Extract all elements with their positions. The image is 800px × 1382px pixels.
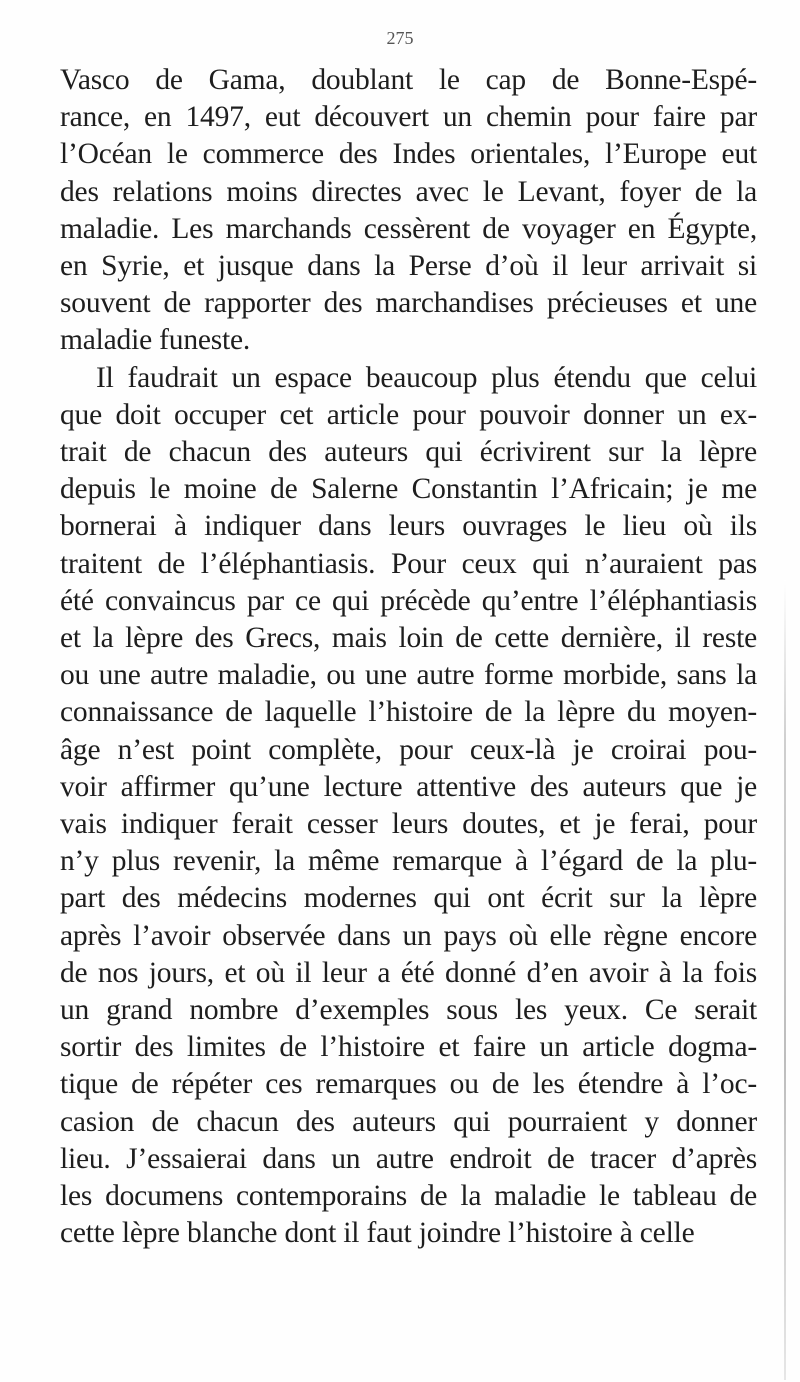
text-line: ou une autre maladie, ou une autre forme morbide, sans la — [60, 659, 757, 692]
text-line: les documens contemporains de la maladie le tableau de — [60, 1180, 757, 1213]
text-line: rance, en 1497, eut découvert un chemin pour faire par — [60, 101, 757, 134]
text-line: Vasco de Gama, doublant le cap de Bonne-Espé- — [60, 64, 757, 96]
text-line: part des médecins modernes qui ont écrit sur la lèpre — [60, 882, 757, 915]
text-line: été convaincus par ce qui précède qu’entre l’éléphantiasis — [60, 584, 757, 617]
page-number: 275 — [386, 28, 414, 48]
text-line: de nos jours, et où il leur a été donné d’en avoir à la fois — [60, 956, 757, 989]
text-line: sortir des limites de l’histoire et faire un article dogma- — [60, 1031, 757, 1064]
text-line: traitent de l’éléphantiasis. Pour ceux qui n’auraient pas — [60, 547, 757, 580]
text-line: Il faudrait un espace beaucoup plus étendu que celui — [96, 361, 757, 394]
text-line: en Syrie, et jusque dans la Perse d’où il leur arrivait si — [60, 250, 757, 283]
paragraph-2 — [60, 360, 757, 1253]
text-line: maladie. Les marchands cessèrent de voyager en Égypte, — [60, 212, 757, 245]
text-line: casion de chacun des auteurs qui pourraient y donner — [60, 1105, 757, 1138]
paragraph-1 — [60, 62, 757, 360]
text-line: n’y plus revenir, la même remarque à l’égard de la plu- — [60, 845, 757, 878]
text-line: tique de répéter ces remarques ou de les étendre à l’oc- — [60, 1068, 757, 1101]
text-line: âge n’est point complète, pour ceux-là je croirai pou- — [60, 733, 757, 766]
text-line: bornerai à indiquer dans leurs ouvrages le lieu où ils — [60, 510, 757, 543]
text-line: trait de chacun des auteurs qui écrivirent sur la lèpre — [60, 436, 757, 469]
text-line: vais indiquer ferait cesser leurs doutes, et je ferai, pour — [60, 808, 757, 841]
text-line: cette lèpre blanche dont il faut joindre l’histoire à celle — [60, 1217, 695, 1250]
page-edge-shadow — [784, 580, 786, 1380]
text-line: souvent de rapporter des marchandises précieuses et une — [60, 287, 757, 320]
text-line: depuis le moine de Salerne Constantin l’Africain; je me — [60, 473, 757, 506]
text-line: que doit occuper cet article pour pouvoir donner un ex- — [60, 398, 757, 431]
text-line: connaissance de laquelle l’histoire de la lèpre du moyen- — [60, 696, 757, 729]
text-line: des relations moins directes avec le Levant, foyer de la — [60, 175, 757, 208]
text-line: lieu. J’essaierai dans un autre endroit de tracer d’après — [60, 1142, 757, 1175]
text-line: et la lèpre des Grecs, mais loin de cette dernière, il reste — [60, 622, 757, 655]
text-line: maladie funeste. — [60, 324, 251, 357]
text-line: après l’avoir observée dans un pays où elle règne encore — [60, 919, 757, 952]
text-line: un grand nombre d’exemples sous les yeux. Ce serait — [60, 994, 757, 1027]
text-line: l’Océan le commerce des Indes orientales, l’Europe eut — [60, 138, 757, 171]
body-text — [60, 62, 757, 1253]
text-line: voir affirmer qu’une lecture attentive des auteurs que je — [60, 770, 757, 803]
